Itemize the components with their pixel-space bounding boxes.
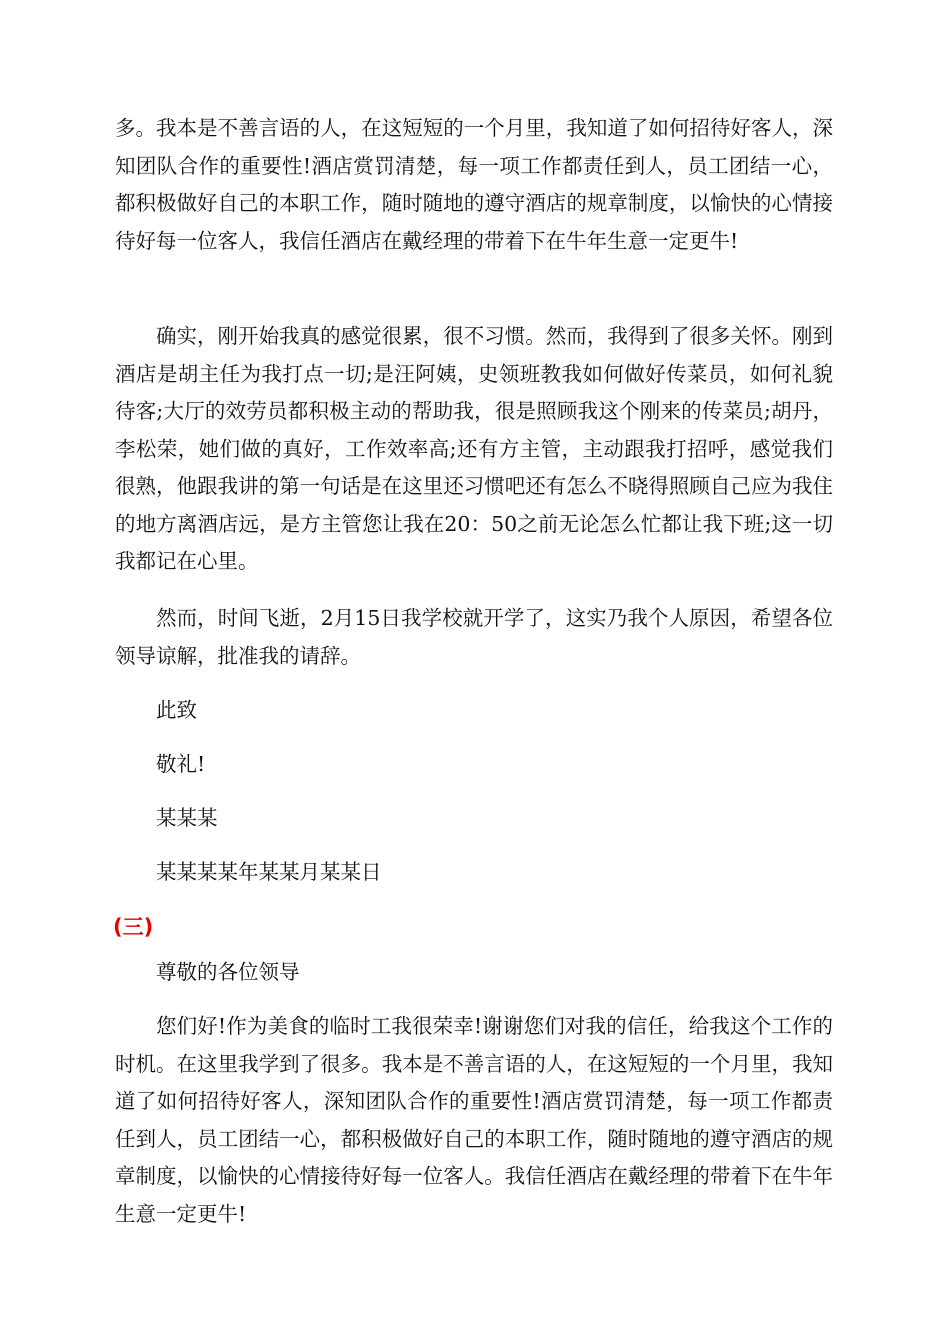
section-heading: (三) [113,915,154,939]
closing-line-1: 此致 [156,698,197,722]
paragraph-continued: 多。我本是不善言语的人，在这短短的一个月里，我知道了如何招待好客人，深知团队合作的重要性!酒店赏罚清楚，每一项工作都责任到人，员工团结一心，都积极做好自己的本职工作，随时随地的遵守酒店的规章制度，以愉快的心情接待好每一位客人，我信任酒店在戴经理的带着下在牛年生意一定更牛! [115,116,833,253]
paragraph-letter-body: 您们好!作为美食的临时工我很荣幸!谢谢您们对我的信任，给我这个工作的时机。在这里我学到了很多。我本是不善言语的人，在这短短的一个月里，我知道了如何招待好客人，深知团队合作的重要性!酒店赏罚清楚，每一项工作都责任到人，员工团结一心，都积极做好自己的本职工作，随时随地的遵守酒店的规章制度，以愉快的心情接待好每一位客人。我信任酒店在戴经理的带着下在牛年生意一定更牛! [115,1014,833,1226]
paragraph-resignation-reason: 然而，时间飞逝，2月15日我学校就开学了，这实乃我个人原因，希望各位领导谅解，批准我的请辞。 [115,606,833,668]
signature-date: 某某某某年某某月某某日 [156,860,382,884]
paragraph-gratitude: 确实，刚开始我真的感觉很累，很不习惯。然而，我得到了很多关怀。刚到酒店是胡主任为我打点一切;是汪阿姨，史领班教我如何做好传菜员，如何礼貌待客;大厅的效劳员都积极主动的帮助我，很是照顾我这个刚来的传菜员;胡丹，李松荣，她们做的真好，工作效率高;还有方主管，主动跟我打招呼，感觉我们很熟，他跟我讲的第一句话是在这里还习惯吧还有怎么不晓得照顾自己应为我住的地方离酒店远，是方主管您让我在20：50之前无论怎么忙都让我下班;这一切我都记在心里。 [115,324,833,573]
signature-name: 某某某 [156,806,218,830]
closing-line-2: 敬礼! [156,752,206,776]
salutation: 尊敬的各位领导 [156,960,300,984]
